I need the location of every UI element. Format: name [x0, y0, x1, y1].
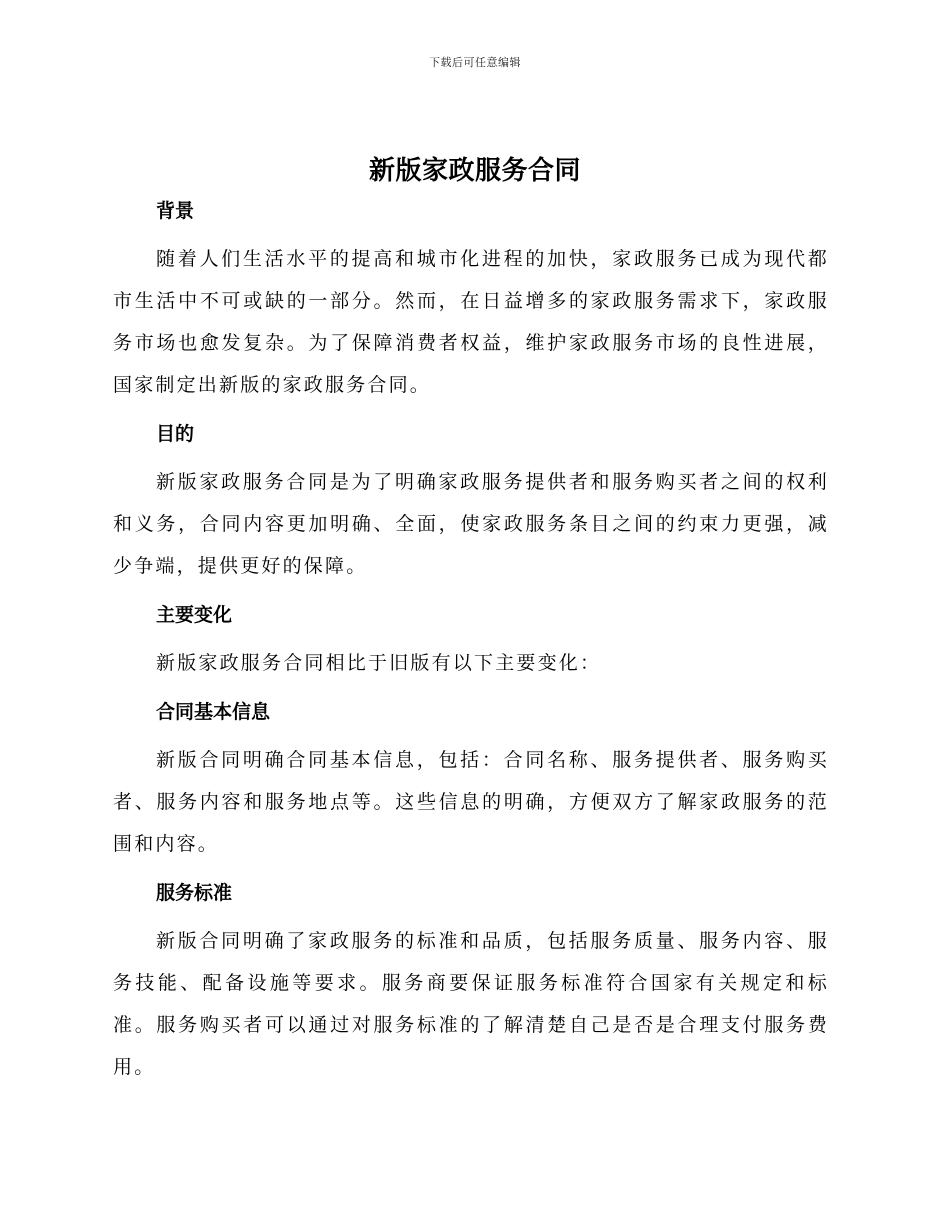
section-heading-purpose: 目的	[156, 423, 195, 445]
document-body	[113, 196, 829, 1088]
header-note: 下载后可任意编辑	[429, 56, 521, 69]
section-heading-basic-info: 合同基本信息	[156, 701, 271, 723]
section-heading-background: 背景	[156, 200, 195, 222]
section-paragraph-purpose: 新版家政服务合同是为了明确家政服务提供者和服务购买者之间的权利和义务，合同内容更加明确、全面，使家政服务条目之间的约束力更强，减少争端，提供更好的保障。	[113, 471, 829, 577]
section-paragraph-main-changes: 新版家政服务合同相比于旧版有以下主要变化：	[156, 652, 602, 674]
section-paragraph-basic-info: 新版合同明确合同基本信息，包括：合同名称、服务提供者、服务购买者、服务内容和服务地点等。这些信息的明确，方便双方了解家政服务的范围和内容。	[113, 749, 829, 855]
section-paragraph-background: 随着人们生活水平的提高和城市化进程的加快，家政服务已成为现代都市生活中不可或缺的一部分。然而，在日益增多的家政服务需求下，家政服务市场也愈发复杂。为了保障消费者权益，维护家政服务市场的良性进展，国家制定出新版的家政服务合同。	[113, 248, 829, 396]
document-title: 新版家政服务合同	[368, 156, 581, 186]
section-heading-main-changes: 主要变化	[156, 604, 233, 626]
section-paragraph-service-standards: 新版合同明确了家政服务的标准和品质，包括服务质量、服务内容、服务技能、配备设施等要求。服务商要保证服务标准符合国家有关规定和标准。服务购买者可以通过对服务标准的了解清楚自己是否是合理支付服务费用。	[113, 930, 829, 1078]
section-heading-service-standards: 服务标准	[156, 882, 233, 904]
